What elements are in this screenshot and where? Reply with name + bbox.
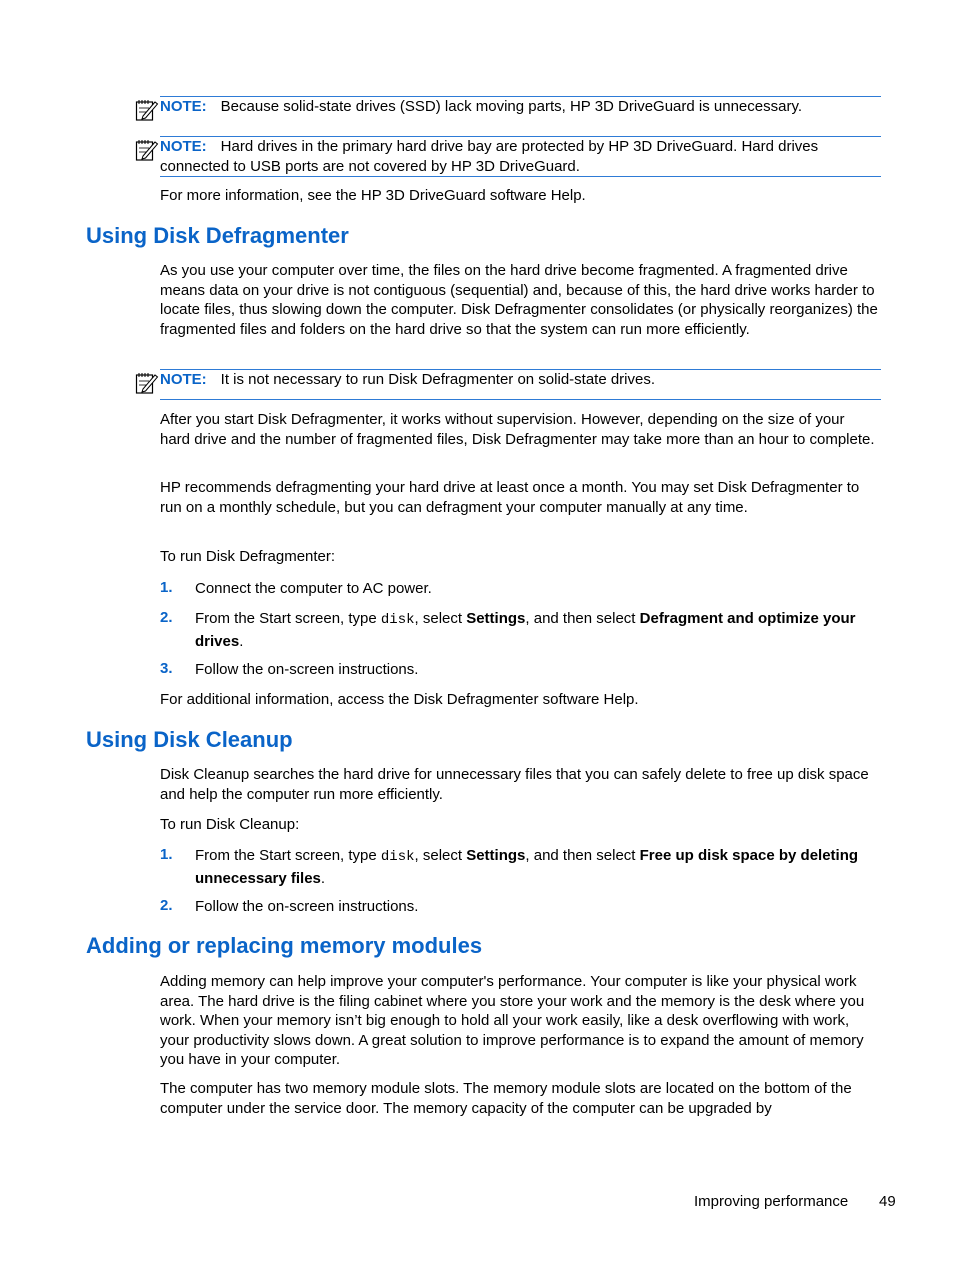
defrag-paragraph-3: HP recommends defragmenting your hard drive at least once a month. You may set Disk Defragmenter to run on a monthly schedule, but you can defragment your computer manually at any time. xyxy=(160,479,860,516)
step-text-part: , select xyxy=(414,610,467,627)
note-text: Because solid-state drives (SSD) lack moving parts, HP 3D DriveGuard is unnecessary. xyxy=(220,98,803,115)
note-text: It is not necessary to run Disk Defragmenter on solid-state drives. xyxy=(220,371,656,388)
note-ssd xyxy=(160,96,881,117)
section-heading-defragmenter: Using Disk Defragmenter xyxy=(86,223,349,248)
cleanup-paragraph-1: Disk Cleanup searches the hard drive for unnecessary files that you can safely delete to free up disk space and help the computer run more efficiently. xyxy=(160,766,869,803)
ui-term-settings: Settings xyxy=(466,847,526,864)
step-text: Follow the on-screen instructions. xyxy=(195,661,419,678)
more-info-paragraph: For more information, see the HP 3D DriveGuard software Help. xyxy=(160,187,586,204)
note-pad-icon xyxy=(135,138,159,162)
note-hdd xyxy=(160,136,881,177)
inline-code: disk xyxy=(380,849,415,865)
step-text xyxy=(195,845,878,889)
step-number: 1. xyxy=(160,846,173,863)
ui-term-free-up: Free up disk space by deleting unnecessary files xyxy=(195,847,859,887)
note-label: NOTE: xyxy=(160,371,207,388)
note-text: Hard drives in the primary hard drive bay are protected by HP 3D DriveGuard. Hard drives connected to USB ports are not covered by HP 3D DriveGuard. xyxy=(160,138,819,175)
step-text: Connect the computer to AC power. xyxy=(195,580,432,597)
note-pad-icon xyxy=(135,98,159,122)
step-text-part: , and then select xyxy=(525,847,640,864)
step-text-part: From the Start screen, type xyxy=(195,847,381,864)
section-heading-memory: Adding or replacing memory modules xyxy=(86,933,483,958)
defrag-paragraph-2: After you start Disk Defragmenter, it works without supervision. However, depending on the size of your hard drive and the number of fragmented files, Disk Defragmenter may take more than an hour to complete. xyxy=(160,411,875,448)
step-text-part: . xyxy=(239,633,244,650)
defrag-paragraph-5: For additional information, access the Disk Defragmenter software Help. xyxy=(160,691,639,708)
cleanup-paragraph-2: To run Disk Cleanup: xyxy=(160,816,300,833)
step-text-part: , and then select xyxy=(525,610,640,627)
step-text-part: From the Start screen, type xyxy=(195,610,381,627)
memory-paragraph-2: The computer has two memory module slots. The memory module slots are located on the bottom of the computer under the service door. The memory capacity of the computer can be upgraded by xyxy=(160,1080,852,1117)
step-number: 2. xyxy=(160,609,173,626)
inline-code: disk xyxy=(380,612,415,628)
note-pad-icon xyxy=(135,371,159,395)
note-defrag-ssd xyxy=(160,369,881,400)
step-text-part: . xyxy=(320,870,326,887)
memory-paragraph-1: Adding memory can help improve your computer's performance. Your computer is like your physical work area. The hard drive is the filing cabinet where you store your work and the memory is the desk where you work. When your memory isn’t big enough to hold all your work easily, like a desk overflowing with work, your productivity slows down. A great solution to improve performance is to expand the amount of memory you have in your computer. xyxy=(160,973,865,1068)
ui-term-defragment: Defragment and optimize your drives xyxy=(195,610,856,650)
note-label: NOTE: xyxy=(160,138,207,155)
step-number: 3. xyxy=(160,660,173,677)
note-label: NOTE: xyxy=(160,98,207,115)
defrag-paragraph-1: As you use your computer over time, the files on the hard drive become fragmented. A fragmented drive means data on your drive is not contiguous (sequential) and, because of this, the hard drive works harder to locate files, thus slowing down the computer. Disk Defragmenter consolidates (or physically reorganizes) the fragmented files and folders on the hard drive so that the system can run more efficiently. xyxy=(160,262,878,338)
section-heading-cleanup: Using Disk Cleanup xyxy=(86,727,293,752)
defrag-paragraph-4: To run Disk Defragmenter: xyxy=(160,548,336,565)
footer-section-title: Improving performance xyxy=(694,1193,849,1210)
step-text xyxy=(195,608,878,652)
step-text-part: , select xyxy=(414,847,467,864)
step-number: 1. xyxy=(160,579,173,596)
step-number: 2. xyxy=(160,897,173,914)
page-number: 49 xyxy=(879,1193,896,1210)
ui-term-settings: Settings xyxy=(466,610,526,627)
step-text: Follow the on-screen instructions. xyxy=(195,898,419,915)
